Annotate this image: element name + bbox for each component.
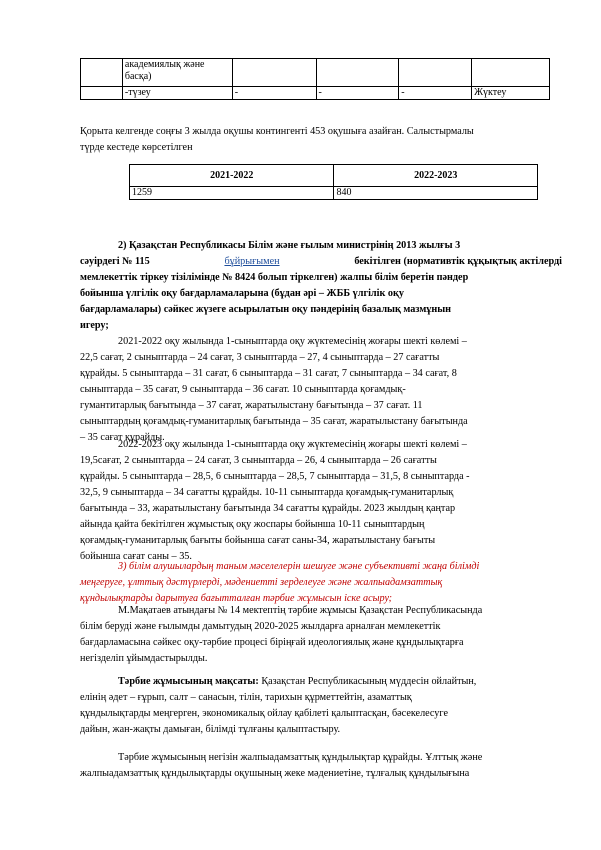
text-line: мемлекеттік тіркеу тізілімінде № 8424 болып тіркелген) жалпы білім беретін пәндер: [80, 272, 469, 283]
section-3-title: [80, 559, 562, 607]
table-cell: [472, 59, 550, 87]
text-line: 3) білім алушылардың таным мәселелерін шешуге және субъективті жаңа білімді: [118, 561, 480, 572]
section-3-paragraph-1: [80, 603, 562, 667]
table-cell: [232, 59, 316, 87]
text-line: Қорыта келгенде соңғы 3 жылда оқушы контингенті 453 оқушыға азайған. Салыстырмалы: [80, 126, 474, 137]
text-line: бағытында – 33, жаратылыстану бағытында 34 сағатты құрайды. 2023 жылдың қаңтар: [80, 503, 456, 514]
table-header: 2022-2023: [334, 165, 538, 187]
text-line: 22,5 сағат, 2 сыныптарда – 24 сағат, 3 сыныптарда – 27, 4 сыныптарда – 27 сағатты: [80, 352, 440, 363]
text-line: бойынша сағат саны – 35.: [80, 551, 192, 562]
table-cell: -: [399, 87, 472, 100]
text-line: – 35 сағат құрайды.: [80, 432, 165, 443]
text-line: қоғамдық-гуманитарлық бағыты бойынша сағат саны-34, жаратылыстану бағыты: [80, 535, 436, 546]
text-line: білім беруді және ғылымды дамытудың 2020-2025 жылдарға арналған мемлекеттік: [80, 621, 441, 632]
section-2-title: [80, 238, 562, 334]
table-header-row: [130, 165, 538, 187]
table-cell: 1259: [130, 187, 334, 200]
text-line: құндылықтарды меңгерген, экономикалық ойлау қабілеті қалыптасқан, бәсекелесуге: [80, 708, 448, 719]
table-cell: Жүктеу: [472, 87, 550, 100]
text-line: дайын, жан-жақты дамыған, білімді тұлғаны қалыптастыру.: [80, 724, 341, 735]
section-2-paragraph-2: [80, 437, 562, 565]
text-line: түрде кестеде көрсетілген: [80, 142, 193, 153]
text-line: 19,5сағат, 2 сыныптарда – 24 сағат, 3 сыныптарда – 26, 4 сыныптарда – 26 сағатты: [80, 455, 437, 466]
text-line: сәуірдегі № 115 бұйрығымен бекітілген (нормативтік құқықтық актілерді: [80, 254, 562, 270]
section-2-paragraph-1: [80, 334, 562, 446]
text-line: бойынша үлгілік оқу бағдарламаларына (бұдан әрі – ЖББ үлгілік оқу: [80, 288, 404, 299]
text-line: 2022-2023 оқу жылында 1-сыныптарда оқу жүктемесінің жоғары шекті көлемі –: [118, 439, 467, 450]
section-3-paragraph-2: [80, 750, 562, 782]
text-line: бағдарламалары) сәйкес жүзеге асырылатын оқу пәндерінің базалық мазмұнын: [80, 304, 452, 315]
goal-label: Тәрбие жұмысының мақсаты:: [118, 676, 259, 687]
table-row: [81, 59, 550, 87]
text-line: құндылықтарды дарытуға бағытталған тәрбие жұмысын іске асыру;: [80, 593, 393, 604]
text-line: құрайды. 5 сыныптарда – 28,5, 6 сыныптарда – 28,5, 7 сыныптарда – 31,5, 8 сыныптарда -: [80, 471, 470, 482]
text-line: бағдарламасына сәйкес оқу-тәрбие процесі біріңғай идеологиялық және құндылықтарға: [80, 637, 464, 648]
text-line: айында қайта бекітілген жұмыстық оқу жоспары бойынша 10-11 сыныптардың: [80, 519, 425, 530]
text-line: М.Мақатаев атындағы № 14 мектептің тәрбие жұмысы Қазақстан Республикасында: [118, 605, 483, 616]
table-cell: [399, 59, 472, 87]
table-cell: 840: [334, 187, 538, 200]
table-header: 2021-2022: [130, 165, 334, 187]
table-row: [130, 187, 538, 200]
table-cell: -: [232, 87, 316, 100]
table-cell: -: [316, 87, 399, 100]
contingent-table: [129, 164, 538, 200]
table-cell: [316, 59, 399, 87]
top-table: [80, 58, 550, 100]
text-line: гумантитарлық бағытында – 37 сағат, жаратылыстану бағытында – 37 сағат. 11: [80, 400, 423, 411]
table-cell: [81, 87, 123, 100]
text-line: сыныптардың қоғамдық-гуманитарлық бағытында – 35 сағат, жаратылыстану бағытында: [80, 416, 468, 427]
table-cell: -түзеу: [122, 87, 232, 100]
goal-paragraph: [80, 674, 562, 738]
table-row: [81, 87, 550, 100]
text-line: игеру;: [80, 320, 109, 331]
text-line: меңгеруге, ұлттық дәстүрлерді, мәдениетті зерделеуге және жалпыадамзаттық: [80, 577, 443, 588]
table-cell: [81, 59, 123, 87]
text-line: негізделіп ұйымдастырылды.: [80, 653, 208, 664]
text-line: 2021-2022 оқу жылында 1-сыныптарда оқу жүктемесінің жоғары шекті көлемі –: [118, 336, 467, 347]
table-cell: академиялық және басқа): [122, 59, 232, 87]
text-line: 32,5, 9 сыныптарда – 34 сағатты құрайды. 10-11 сыныптарда қоғамдық-гуманитарлық: [80, 487, 454, 498]
text-line: 2) Қазақстан Республикасы Білім және ғылым министрінің 2013 жылғы 3: [118, 240, 461, 251]
text-line: сыныптарда – 35 сағат, 9 сыныптарда – 36 сағат. 10 сыныптарда қоғамдық-: [80, 384, 406, 395]
text-line: Тәрбие жұмысының негізін жалпыадамзаттық құндылықтар құрайды. Ұлттық және: [118, 752, 483, 763]
text-line: құрайды. 5 сыныптарда – 31 сағат, 6 сыныптарда – 31 сағат, 7 сыныптарда – 34 сағат, 8: [80, 368, 457, 379]
order-link[interactable]: бұйрығымен: [224, 256, 280, 267]
text-line: Тәрбие жұмысының мақсаты: Қазақстан Республикасының мүддесін ойлайтын,: [118, 676, 477, 687]
text-line: елінің әдет – ғұрып, салт – санасын, тілін, тарихын құрметтейтін, азаматтық: [80, 692, 412, 703]
contingent-paragraph: [80, 124, 562, 156]
text-line: жалпыадамзаттық құндылықтарды оқушының жеке мәдениетіне, тұлғалық құндылығына: [80, 768, 470, 779]
